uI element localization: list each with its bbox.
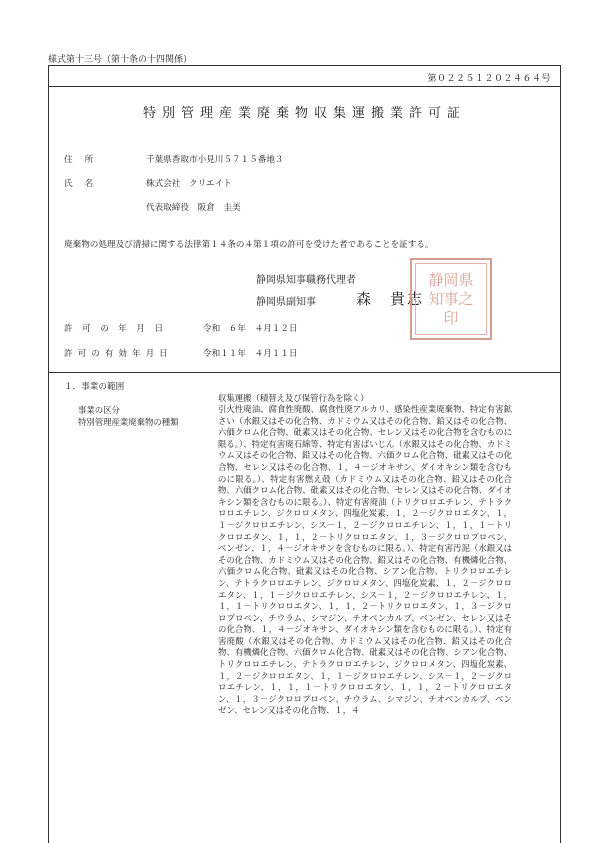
expiry-date-value: 令和１１年 ４月１１日 [203, 349, 298, 359]
seal-text-2: 知事之 [428, 289, 474, 308]
permit-number: 第０２２５１２０２４６４号 [427, 74, 551, 84]
issuer-line-1: 静岡県知事職務代理者 [256, 275, 356, 286]
seal-text-1: 静岡県 [428, 270, 474, 289]
form-label: 様式第十三号（第十条の十四関係） [48, 55, 193, 65]
permit-date-label: 許可の年月日 [64, 324, 173, 334]
business-category-label: 事業の区分 [78, 405, 120, 415]
representative: 代表取締役 阪倉 圭美 [146, 203, 241, 213]
divider-number [48, 86, 561, 87]
expiry-date-label: 許可の有効年月日 [64, 349, 173, 359]
waste-type-label: 特別管理産業廃棄物の種類 [78, 417, 179, 427]
permit-date-value: 令和 ６年 ４月１２日 [203, 324, 298, 334]
business-category-value: 収集運搬（積替え及び保管行為を除く） [218, 393, 369, 403]
waste-type-list: 引火性廃油、腐食性廃酸、腐食性廃アルカリ、感染性産業廃棄物、特定有害鉱さい（水銀又はその化合物、カドミウム又はその化合物、鉛又はその化合物、六価クロム化合物、砒素又はその化合物、セレン又はその化合物を含むものに限る。）、特定有害廃石綿等、特定有害ばいじん（水銀又はその化合物、カドミウム又はその化合物、鉛又はその化合物、六価クロム化合物、砒素又はその化合物、セレン又はその化合物、１，４－ジオキサン、ダイオキシン類を含むものに限る。）、特定有害燃え殻（カドミウム又はその化合物、鉛又はその化合物、六価クロム化合物、砒素又はその化合物、セレン又はその化合物、ダイオキシン類を含むものに限る。）、特定有害廃油（トリクロロエチレン、テトラクロロエチレン、ジクロロメタン、四塩化炭素、１，２－ジクロロエタン、１，１－ジクロロエチレン、シス－１，２－ジクロロエチレン、１，１，１－トリクロロエタン、１，１，２－トリクロロエタン、１，３－ジクロロプロペン、ベンゼン、１，４－ジオキサンを含むものに限る。）、特定有害汚泥（水銀又はその化合物、カドミウム又はその化合物、鉛又はその化合物、有機燐化合物、六価クロム化合物、砒素又はその化合物、シアン化合物、トリクロロエチレン、テトラクロロエチレン、ジクロロメタン、四塩化炭素、１，２－ジクロロエタン、１，１－ジクロロエチレン、シス－１，２－ジクロロエチレン、１，１，１－トリクロロエタン、１，１，２－トリクロロエタン、１，３－ジクロロプロペン、チウラム、シマジン、チオベンカルブ、ベンゼン、セレン又はその化合物、１，４－ジオキサン、ダイオキシン類を含むものに限る。）、特定有害廃酸（水銀又はその化合物、カドミウム又はその化合物、鉛又はその化合物、有機燐化合物、六価クロム化合物、砒素又はその化合物、シアン化合物、トリクロロエチレン、テトラクロロエチレン、ジクロロメタン、四塩化炭素、１，２－ジクロロエタン、１，１－ジクロロエチレン、シス－１，２－ジクロロエチレン、１，１，１－トリクロロエタン、１，１，２－トリクロロエタン、１，３－ジクロロプロペン、チウラム、シマジン、チオベンカルブ、ベンゼン、セレン又はその化合物、１，４ [218, 404, 512, 716]
page-title: 特別管理産業廃棄物収集運搬業許可証 [142, 106, 466, 121]
official-seal [410, 258, 492, 340]
section-heading-scope: １．事業の範囲 [64, 382, 125, 392]
seal-text-3: 印 [443, 308, 459, 327]
address-label: 住所 [64, 155, 106, 165]
name-value: 株式会社 クリエイト [146, 179, 232, 189]
divider-scope [48, 372, 561, 373]
issuer-line-2: 静岡県副知事 [256, 297, 316, 308]
address-value: 千葉県香取市小見川５７１５番地３ [146, 155, 284, 165]
name-label: 氏名 [64, 179, 106, 189]
issuer-signature: 森 貴志 [356, 290, 425, 308]
certification-statement: 廃棄物の処理及び清掃に関する法律第１４条の４第１項の許可を受けた者であることを証する。 [64, 240, 434, 250]
